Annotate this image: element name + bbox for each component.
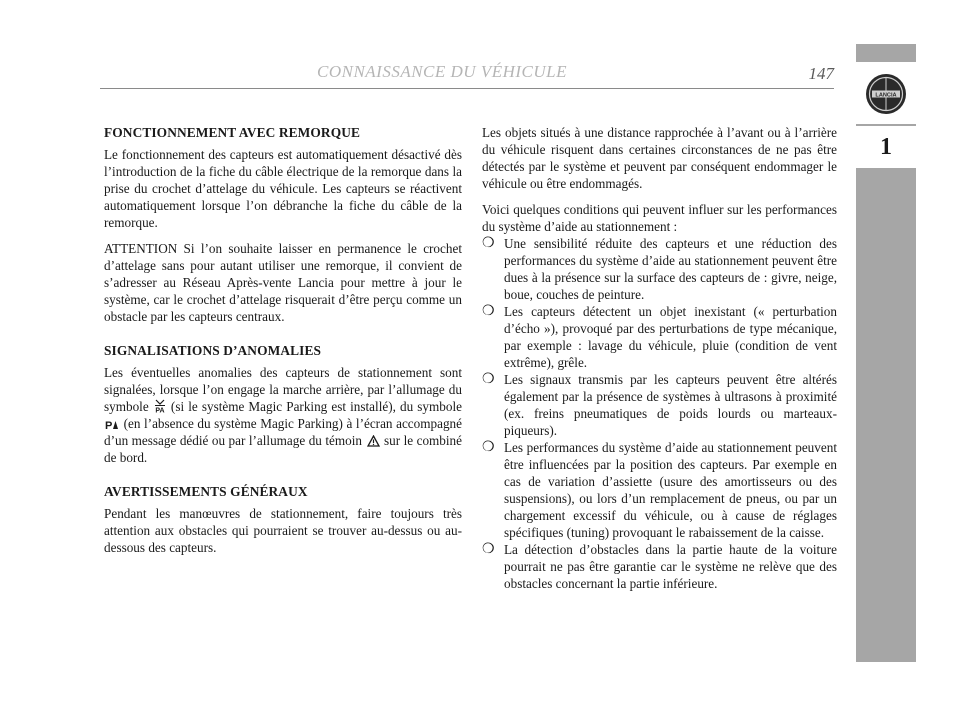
logo-text: LANCIA: [875, 92, 897, 99]
list-item-text: Une sensibilité réduite des capteurs et une réduction des performances du système d’aide au stationnement peuvent être dues à la présence sur la surface des capteurs de : givre, neige, boue, couches de peinture.: [504, 236, 837, 302]
paragraph-conditions-intro: Voici quelques conditions qui peuvent influer sur les performances du système d’aide au stationnement :: [482, 202, 837, 234]
anomalies-text-c: (en l’absence du système Magic Parking) à l’écran accompagné d’un message dédié ou par l’allumage du témoin: [104, 416, 463, 448]
circle-bullet-icon: ❍: [482, 304, 495, 319]
list-item: [482, 235, 837, 303]
anomalies-text-a: Les éventuelles anomalies des capteurs de stationnement sont signalées, lorsque l’on engage la marche arrière, par l’allumage du symbole: [104, 365, 462, 414]
page-number: 147: [808, 64, 834, 83]
svg-text:P: P: [105, 420, 113, 430]
parking-sensor-icon: [105, 418, 119, 430]
list-item-text: Les performances du système d’aide au stationnement peuvent être influencées par la position des capteurs. Par exemple en cas de variation d’assiette (usure des amortisseurs ou des suspensions), ou lors d’un remplacement de pneus, ou par un chargement excessif du véhicule, ou à cause de réglages spécifiques (tuning) provoquant le rabaissement de la caisse.: [504, 440, 837, 540]
left-column: [104, 124, 462, 565]
paragraph-anomalies: [104, 364, 462, 466]
list-item: [482, 303, 837, 371]
circle-bullet-icon: ❍: [482, 542, 495, 557]
section-title-anomalies: SIGNALISATIONS D’ANOMALIES: [104, 343, 322, 358]
paragraph-close-objects: Les objets situés à une distance rapprochée à l’avant ou à l’arrière du véhicule risquent dans certaines circonstances de ne pas être détectés par le système et peuvent par conséquent endommager le véhicule ou être endommagés.: [482, 125, 837, 191]
list-item-text: Les signaux transmis par les capteurs peuvent être altérés également par la présence de systèmes à ultrasons à proximité (ex. freins pneumatiques de poids lourds ou marteaux-piqueurs).: [504, 372, 837, 438]
list-item: [482, 439, 837, 541]
lancia-shield-icon: [864, 72, 908, 116]
brand-logo: [856, 62, 916, 124]
list-item-text: La détection d’obstacles dans la partie haute de la voiture pourrait ne pas être garantie car le système ne relève que des obstacles concernant la partie inférieure.: [504, 542, 837, 591]
parking-sensor-fault-icon: [154, 399, 166, 413]
chapter-number: 1: [880, 134, 892, 160]
circle-bullet-icon: ❍: [482, 440, 495, 455]
section-title-warnings: AVERTISSEMENTS GÉNÉRAUX: [104, 484, 308, 499]
anomalies-text-b: (si le système Magic Parking est installé), du symbole: [170, 399, 462, 414]
list-item-text: Les capteurs détectent un objet inexistant (« perturbation d’écho »), provoqué par des perturbations de type mécanique, par exemple : lavage du véhicule, pluie (condition de vent extrême), grêle.: [504, 304, 837, 370]
paragraph-warnings: Pendant les manœuvres de stationnement, faire toujours très attention aux obstacles qui pourraient se trouver au-dessus ou au-dessous des capteurs.: [104, 506, 462, 555]
warning-triangle-icon: [367, 435, 380, 447]
svg-text:PA: PA: [155, 407, 165, 413]
circle-bullet-icon: ❍: [482, 236, 495, 251]
running-header-title: CONNAISSANCE DU VÉHICULE: [317, 62, 567, 81]
header-rule: [100, 88, 834, 89]
list-item: [482, 541, 837, 592]
circle-bullet-icon: ❍: [482, 372, 495, 387]
anomalies-text-d: sur le combiné de bord.: [104, 433, 462, 465]
right-column: [482, 124, 837, 592]
paragraph-trailer-attention: ATTENTION Si l’on souhaite laisser en permanence le crochet d’attelage sans pour autant utiliser une remorque, il convient de s’adresser au Réseau Après-vente Lancia pour mettre à jour le système, car le crochet d’attelage risquerait d’être perçu comme un obstacle par les capteurs centraux.: [104, 241, 462, 324]
list-item: [482, 371, 837, 439]
chapter-tab: [856, 126, 916, 168]
paragraph-trailer-operation: Le fonctionnement des capteurs est automatiquement désactivé dès l’introduction de la fiche du câble électrique de la remorque dans la prise du crochet d’attelage du véhicule. Les capteurs se réactivent automatiquement lorsque l’on débranche la fiche du câble de la remorque.: [104, 147, 462, 230]
conditions-list: [482, 235, 837, 592]
section-title-trailer: FONCTIONNEMENT AVEC REMORQUE: [104, 125, 361, 140]
